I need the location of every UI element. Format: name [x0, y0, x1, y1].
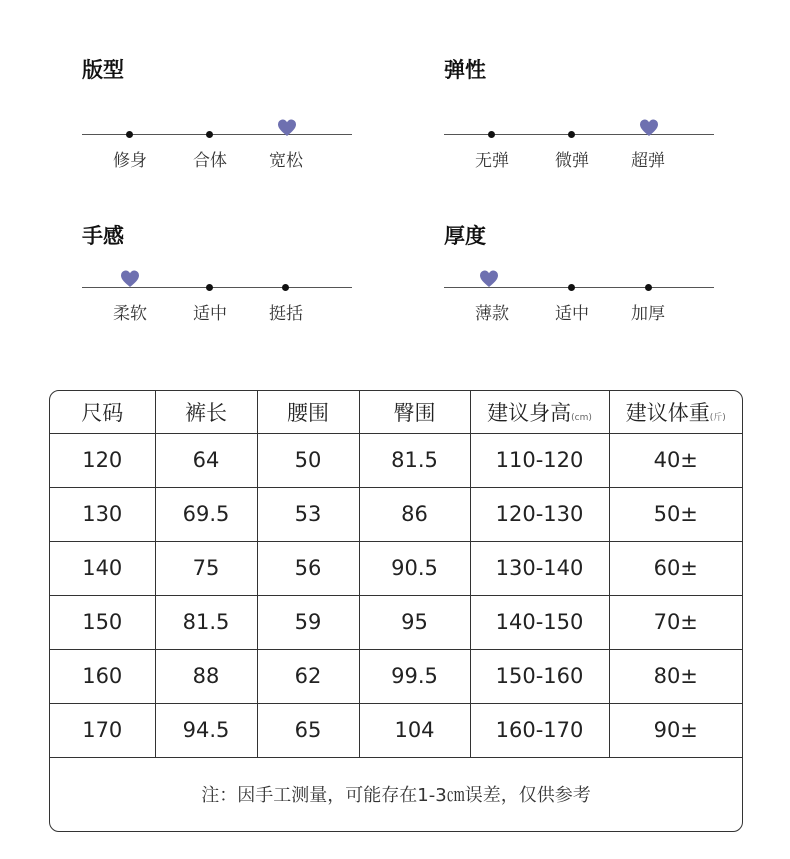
scale-dot	[568, 284, 575, 291]
table-cell: 65	[257, 703, 359, 757]
unit-label: (斤)	[709, 412, 726, 423]
scale-dot	[488, 131, 495, 138]
table-cell: 140	[50, 541, 155, 595]
scale-dot	[126, 131, 133, 138]
table-cell: 70±	[609, 595, 742, 649]
table-cell: 69.5	[155, 487, 257, 541]
attr-title: 手感	[82, 224, 124, 248]
table-cell: 50	[257, 433, 359, 487]
scale-dot	[282, 284, 289, 291]
table-cell: 64	[155, 433, 257, 487]
column-header: 腰围	[257, 391, 359, 433]
option-label: 修身	[113, 151, 147, 171]
scale-dot	[568, 131, 575, 138]
table-cell: 60±	[609, 541, 742, 595]
column-header: 臀围	[359, 391, 470, 433]
table-cell: 80±	[609, 649, 742, 703]
table-cell: 150	[50, 595, 155, 649]
scale-dot	[206, 131, 213, 138]
table-row	[50, 703, 742, 757]
note-row	[50, 757, 742, 830]
table-row	[50, 649, 742, 703]
size-table	[49, 390, 743, 832]
table-cell: 140-150	[470, 595, 609, 649]
table-row	[50, 595, 742, 649]
option-label: 宽松	[269, 151, 303, 171]
attr-elasticity	[444, 58, 716, 188]
scale-line	[82, 134, 352, 135]
table-row	[50, 433, 742, 487]
option-label: 薄款	[475, 304, 509, 324]
table-cell: 130	[50, 487, 155, 541]
scale-dot	[206, 284, 213, 291]
table-row	[50, 541, 742, 595]
table-cell: 90.5	[359, 541, 470, 595]
table-cell: 99.5	[359, 649, 470, 703]
column-header: 建议身高(cm)	[470, 391, 609, 433]
measurement-note: 注：因手工测量，可能存在1-3㎝误差，仅供参考	[201, 784, 591, 806]
attr-fit	[82, 58, 354, 188]
attr-title: 弹性	[444, 58, 486, 82]
option-label: 适中	[555, 304, 589, 324]
table-cell: 160-170	[470, 703, 609, 757]
column-header: 建议体重(斤)	[609, 391, 742, 433]
table-cell: 150-160	[470, 649, 609, 703]
heart-icon	[277, 118, 297, 138]
table-cell: 170	[50, 703, 155, 757]
option-label: 微弹	[555, 151, 589, 171]
table-cell: 62	[257, 649, 359, 703]
attr-thickness	[444, 224, 716, 354]
table-cell: 110-120	[470, 433, 609, 487]
unit-label: (cm)	[571, 412, 592, 423]
table-cell: 104	[359, 703, 470, 757]
table-cell: 130-140	[470, 541, 609, 595]
table-cell: 95	[359, 595, 470, 649]
option-label: 无弹	[475, 151, 509, 171]
scale-dot	[645, 284, 652, 291]
heart-icon	[639, 118, 659, 138]
heart-icon	[120, 269, 140, 289]
option-label: 适中	[193, 304, 227, 324]
table-cell: 81.5	[155, 595, 257, 649]
option-label: 合体	[193, 151, 227, 171]
table-cell: 50±	[609, 487, 742, 541]
table-cell: 86	[359, 487, 470, 541]
table-cell: 120-130	[470, 487, 609, 541]
table-header-row	[50, 391, 742, 433]
table-cell: 81.5	[359, 433, 470, 487]
table-cell: 160	[50, 649, 155, 703]
scale-line	[444, 134, 714, 135]
option-label: 柔软	[113, 304, 147, 324]
table-cell: 53	[257, 487, 359, 541]
option-label: 超弹	[631, 151, 665, 171]
attr-title: 厚度	[444, 224, 486, 248]
table-cell: 90±	[609, 703, 742, 757]
option-label: 挺括	[269, 304, 303, 324]
table-cell: 94.5	[155, 703, 257, 757]
table-cell: 88	[155, 649, 257, 703]
table-cell: 75	[155, 541, 257, 595]
column-header: 裤长	[155, 391, 257, 433]
table-cell: 40±	[609, 433, 742, 487]
table-row	[50, 487, 742, 541]
heart-icon	[479, 269, 499, 289]
table-cell: 120	[50, 433, 155, 487]
attr-title: 版型	[82, 58, 124, 82]
table-cell: 56	[257, 541, 359, 595]
column-header: 尺码	[50, 391, 155, 433]
option-label: 加厚	[631, 304, 665, 324]
table-cell: 59	[257, 595, 359, 649]
attr-hand-feel	[82, 224, 354, 354]
